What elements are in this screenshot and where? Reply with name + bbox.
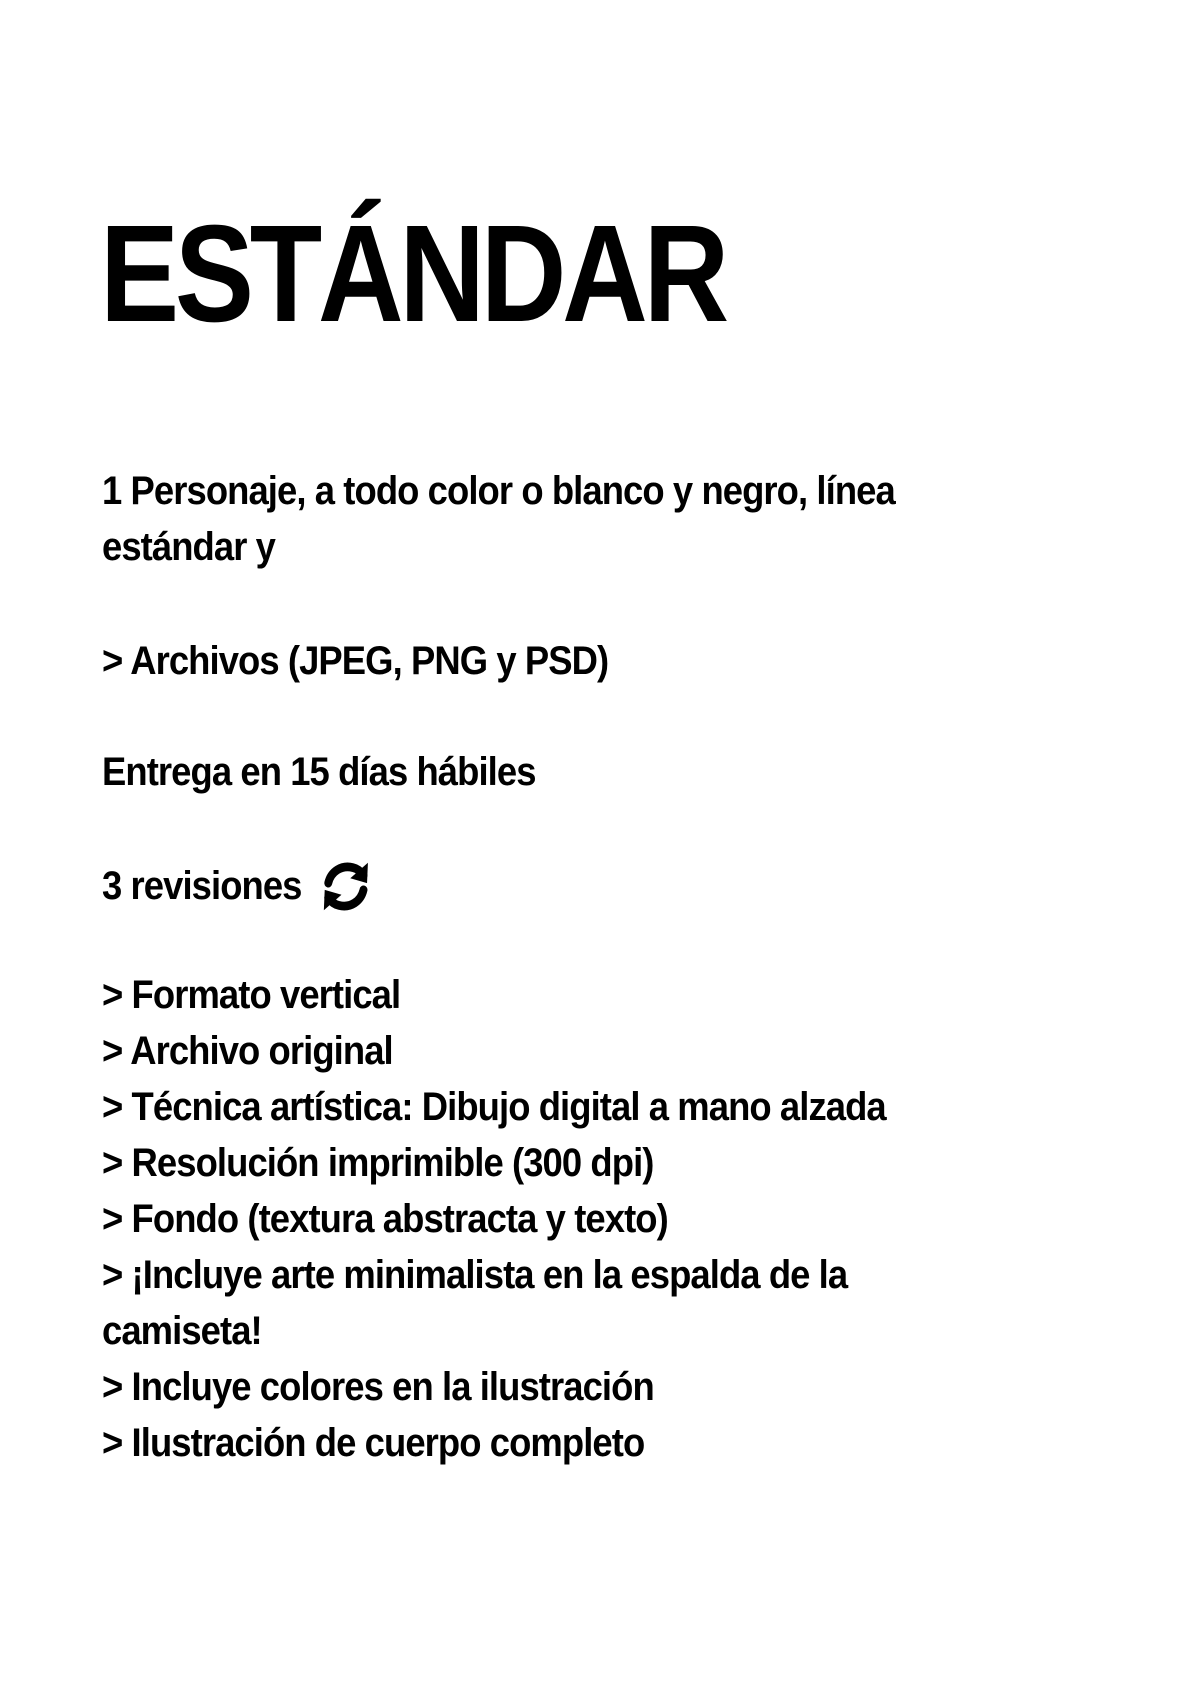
feature-line: > Resolución imprimible (300 dpi) (102, 1141, 654, 1185)
feature-line: > Formato vertical (102, 973, 401, 1017)
refresh-icon (318, 855, 374, 917)
feature-line-continuation: camiseta! (102, 1309, 262, 1353)
revisions-row (102, 855, 374, 917)
intro-line-1: 1 Personaje, a todo color o blanco y negro, línea (102, 469, 895, 513)
feature-line: > Incluye colores en la ilustración (102, 1365, 654, 1409)
delivery-time: Entrega en 15 días hábiles (102, 750, 536, 794)
tier-title: ESTÁNDAR (100, 197, 725, 351)
feature-line: > Fondo (textura abstracta y texto) (102, 1197, 668, 1241)
feature-list (102, 967, 886, 1471)
intro-description (102, 463, 895, 575)
feature-line: > ¡Incluye arte minimalista en la espalda de la (102, 1253, 848, 1297)
revisions-label: 3 revisiones (102, 864, 302, 908)
file-formats: > Archivos (JPEG, PNG y PSD) (102, 639, 609, 683)
feature-line: > Técnica artística: Dibujo digital a mano alzada (102, 1085, 886, 1129)
intro-line-2: estándar y (102, 525, 275, 569)
feature-line: > Archivo original (102, 1029, 393, 1073)
feature-line: > Ilustración de cuerpo completo (102, 1421, 645, 1465)
